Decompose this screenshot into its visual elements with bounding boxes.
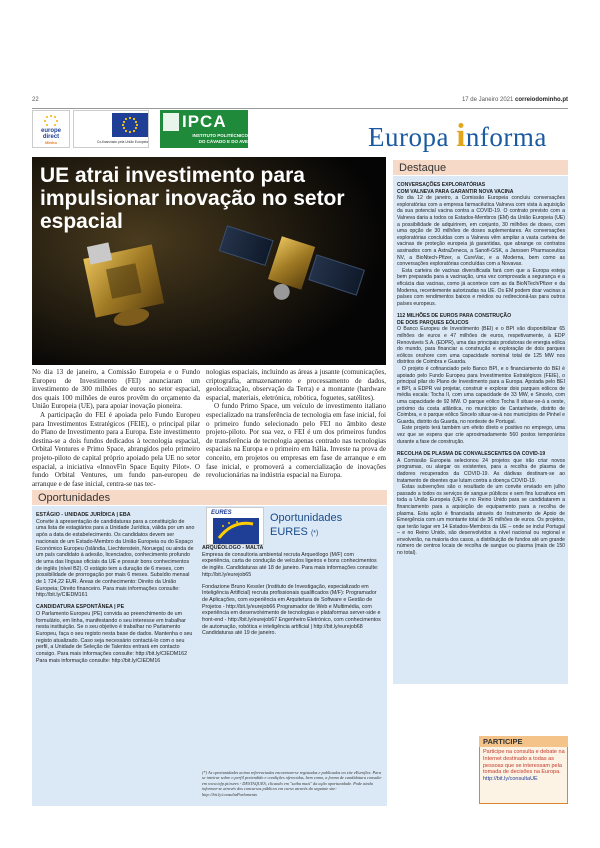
job-heading: ESTÁGIO - UNIDADE JURÍDICA | EBA: [36, 512, 131, 518]
eures-emblem-icon: [213, 518, 259, 544]
article-paragraph: A participação do FEI é apoiada pelo Fundo Europeu para Investimentos Estratégicos (FEIE), o principal pilar do Plano de Investimento para a Europa. Este investimento destina-se a dois fundos dedicados à tecnologia espacial, Orbital Ventures e Primo Space, abrangidos pelo primeiro projeto-piloto de capital próprio apoiado pela UE no setor espacial, a iniciativa «InnovFin Space Equity Pilot». O fundo Orbital Ventures, um fundo pan-europeu de arranque e de fase inicial, centra-se nas tec-: [32, 410, 200, 488]
europe-direct-text-1: europe: [40, 128, 61, 134]
ipca-title: IPCA: [182, 112, 227, 131]
europe-direct-logo: [32, 110, 70, 148]
job-text: Empresa de consultoria ambiental recruta Arqueólogo (M/F) com experiência, carta de condução de veículos ligeiros e bons conhecimentos de inglês. Candidaturas até 18 de janeiro. Para mais informações consulte: http://bit.ly/eurejob65: [202, 551, 379, 578]
eu-flag-icon: [112, 113, 148, 137]
header-date-site: [462, 97, 568, 103]
oportunidades-column-2: [202, 545, 382, 637]
eures-title-text: EURES: [270, 526, 308, 538]
article-column-1: [32, 368, 200, 488]
destaque-heading: CONVERSAÇÕES EXPLORATÓRIAS: [397, 182, 486, 188]
eures-logo-text: EURES: [211, 510, 232, 516]
oportunidades-title: Oportunidades: [270, 512, 343, 524]
header-site: correiodominho.pt: [515, 97, 568, 103]
masthead-informa: nforma: [465, 122, 547, 152]
eu-flag-caption: Co-financiado pela União Europeia: [96, 140, 148, 144]
ipca-logo: [160, 110, 248, 148]
header-date: 17 de Janeiro 2021: [461, 97, 514, 103]
oportunidades-column-1: [36, 512, 196, 664]
participe-text: Participe na consulta e debate na Internet destinado a todas as pessoas que se interessam pela tomada de decisões na Europa.: [483, 749, 565, 776]
europe-direct-text-3: Minho: [45, 140, 57, 145]
masthead-europa: Europa: [368, 122, 457, 152]
section-masthead: [368, 118, 547, 155]
job-text: Convite à apresentação de candidaturas para a constituição de uma lista de estagiários para a Unidade Jurídica, válida por um ano após a data de estabelecimento. Os candidatos devem ser nacionais de um Estado-Membro da União Europeia ou do Espaço Económico Europeu (Islândia, Liechtenstein, Noruega) ou ainda de um país candidato à adesão, licenciados, conhecimento profundo de uma das línguas oficiais da UE e possuir bons conhecimentos de inglês (nível B2). O estágio tem a duração de 6 meses, com possibilidade de prorrogação por mais 6 meses. Subsídio mensal de 1 724,22 EUR. Áreas de conhecimento: Direito da União Europeia; Direito financeiro. Para mais informações consulte: http://bit.ly/CIEDM161: [36, 518, 195, 599]
page-number: 22: [32, 97, 39, 103]
eures-title-mark: (*): [310, 530, 319, 537]
article-paragraph: O fundo Primo Space, um veículo de investimento italiano especializado na transferência de tecnologia em fase inicial, foi o primeiro fundo selecionado pelo FEI no âmbito deste projeto-piloto. Por sua vez, o FEI é um dos primeiros fundos de transferência de tecnologia apenas centrado nas tecnologias espaciais na Europa e o primeiro em Itália. Investe na prova de conceito, em projetos ou empresas em fase de arranque e em fase inicial, e promoverá a comercialização de inovações revolucionárias na indústria espacial na Europa.: [206, 402, 386, 480]
participe-header: PARTICIPE: [479, 736, 568, 747]
destaque-paragraph: Estas subvenções são o resultado de um convite enviado em julho passado a todos os serviços de sangue públicos e sem fins lucrativos em toda a União Europeia (UE) e no Reino Unido para se candidatarem a financiamento para a aquisição de equipamento para a recolha de plasma. Esta ação é financiada através do Instrumento de Apoio de Emergência com um montante total de 36 milhões de euros. Os projetos, que terão lugar em 14 Estados-Membros da UE – onde se inclui Portugal – e no Reino Unido, são desenvolvidos a nível nacional ou regional e envolverão, na maioria dos casos, a distribuição de fundos até um grande número de centros locais de recolha de sangue ou plasma (mais de 150 no total).: [397, 484, 565, 557]
destaque-paragraph: O Banco Europeu de Investimento (BEI) e o BPI vão disponibilizar 65 milhões de euros e 47 milhões de euros, respetivamente, à EDP Renováveis S.A. (EDPR), uma das principais produtoras de energia eólica do mundo, para financiar a construção e exploração de dois parques eólicos onshore com uma capacidade nominal total de 125 MW nos distritos de Coimbra e Guarda.: [397, 326, 565, 366]
job-heading: ARQUÉOLOGO - MALTA: [202, 545, 264, 551]
destaque-content: [397, 182, 565, 557]
ipca-emblem-icon: [163, 113, 179, 131]
destaque-header: Destaque: [393, 160, 568, 175]
ipca-subtitle-2: DO CÁVADO E DO AVE: [198, 139, 248, 144]
participe-content: [483, 749, 565, 783]
participe-link[interactable]: http://bit.ly/consultaUE: [483, 776, 538, 783]
masthead-i: i: [456, 118, 466, 154]
oportunidades-eures-title: [270, 526, 318, 538]
article-column-2: [206, 368, 386, 480]
oportunidades-footnote: (*) As oportunidades acima referenciadas encontram-se registadas e publicadas no site eEuroflex. Para se inteirar sobre o perfil pretendido e condições oferecidas, bem como, a forma de candidatura consulte em www.iefp.pt/eures - DESTAQUES, clicando em "saiba mais" da ação oportunidade. Pode ainda informar-se através dos concursos públicos em curso através do seguinte site: http://bit.ly/consultaParlamento: [202, 770, 382, 797]
destaque-paragraph: O projeto é cofinanciado pelo Banco BPI, e o financiamento do BEI é apoiado pelo Fundo Europeu para Investimentos Estratégicos (FEIE), o principal pilar do Plano de Investimento para a Europa. Apoiada pelo BEI e BPI, a EDPR vai projetar, construir e explorar dois parques eólicos de média escala: Tocha II, com uma capacidade de 33 MW, e Sincelo, com uma capacidade de 92 MW. O parque eólico Tocha II situar-se-á a oeste, próximo da costa atlântica, no município de Cantanhede, distrito de Coimbra, e o parque eólico Sincelo situar-se-á nos municípios de Pinhel e Guarda, distrito da Guarda, no nordeste de Portugal.: [397, 366, 565, 425]
destaque-subheading: DE DOIS PARQUES EÓLICOS: [397, 319, 469, 326]
article-paragraph: nologias espaciais, incluindo as áreas a jusante (comunicações, criptografia, armazenamento e processamento de dados, geolocalização, observação da Terra) e a montante (hardware espacial, materiais, eletrónica, robótica, foguetes, satélites).: [206, 368, 386, 402]
europe-direct-text-2: direct: [42, 134, 60, 140]
article-paragraph: No dia 13 de janeiro, a Comissão Europeia e o Fundo Europeu de Investimento (FEI) anunciaram um investimento de 300 milhões de euros no setor espacial, dos quais 100 milhões de euros provêm do orçamento da União Europeia (UE), para apoiar inovação pioneira.: [32, 368, 200, 411]
job-text: O Parlamento Europeu (PE) convida ao preenchimento de um formulário, em linha, manifestando o seu interesse em trabalhar nesta instituição. Se o seu objetivo é trabalhar no Parlamento Europeu, faça o seu registo nesta base de dados. Mantenha o seu registo atualizado. Caso seja necessário contactá-lo com o seu perfil, a Unidade de Seleção de Talentos entrará em contacto consigo. Para mais informações consulte: http://bit.ly/CIEDM162 Para mais informação consulte: http://bit.ly/CIEDM16: [36, 610, 193, 664]
job-heading: CANDIDATURA ESPONTÂNEA | PE: [36, 604, 125, 611]
ipca-subtitle-1: INSTITUTO POLITÉCNICO: [192, 133, 248, 138]
eu-flag-logo: [73, 110, 149, 148]
header-rule: [32, 108, 568, 109]
eures-logo: [206, 507, 264, 545]
oportunidades-header: Oportunidades: [32, 490, 387, 505]
job-text: Fondazione Bruno Kessler (Instituto de Investigação, especializado em Inteligência Artificial) recruta profissionais qualificados (M/F): Programador de Aplicações, com experiência em Arquitetura de Software e Gestão de Projetos - http://bit.ly/eurejob66 Programador de Web e Multimédia, com experiência em desenvolvimento de tecnologias e plataformas server-side e front-end - http://bit.ly/eurejob67 Engenheiro Eletrónico, com conhecimentos de automação, robótica e inteligência artificial | http://bit.ly/eurejob68 Candidaturas até 19 de janeiro.: [202, 583, 381, 637]
destaque-paragraph: No dia 12 de janeiro, a Comissão Europeia concluiu conversações exploratórias com a empresa farmacêutica Valneva com vista à aquisição da sua potencial vacina contra a COVID-19. O contrato previsto com a Valneva daria a todos os Estados-Membros (EM) da União Europeia (UE) a possibilidade de adquirirem, em conjunto, 30 milhões de doses, com uma opção de 30 milhões de doses suplementares. As conversações exploratórias concluídas com a Valneva vêm ampliar a vasta carteira de vacinas de proteção europeia já garantidas, que abrange os contratos assinados com a AstraZeneca, a Sanofi-GSK, a Janssen Pharmaceutica NV, a BioNtech-Pfizer, a CureVac, e a Moderna, bem como as conversações exploratórias concluídas com a Novavax.: [397, 195, 565, 268]
destaque-heading: RECOLHA DE PLASMA DE CONVALESCENTES DA COVID-19: [397, 451, 546, 458]
destaque-paragraph: A Comissão Europeia selecionou 24 projetos que irão criar novos programas, ou alargar os existentes, para a recolha de plasma de dadores recuperados da COVID-19. As dádivas destinam-se ao tratamento de doentes que lutam contra a doença COVID-19.: [397, 457, 565, 484]
stars-ring-icon: [41, 114, 61, 128]
destaque-subheading: COM VALNEVA PARA GARANTIR NOVA VACINA: [397, 188, 514, 195]
destaque-paragraph: Este projeto terá também um efeito direto e positivo no emprego, uma vez que se espera que crie aproximadamente 560 postos temporários durante a fase de construção.: [397, 425, 565, 445]
article-headline: UE atrai investimento para impulsionar inovação no setor espacial: [40, 164, 345, 233]
destaque-heading: 112 MILHÕES DE EUROS PARA CONSTRUÇÃO: [397, 313, 512, 320]
destaque-paragraph: Esta carteira de vacinas diversificada fará com que a Europa esteja bem preparada para a vacinação, uma vez comprovada a segurança e a eficácia das vacinas, como já acontece com as da BioNTech/Pfizer e da Moderna, recentemente autorizadas na UE. Os EM podem doar vacinas a países com rendimentos baixos e médios ou redirecioná-las para outros países europeus.: [397, 267, 565, 307]
